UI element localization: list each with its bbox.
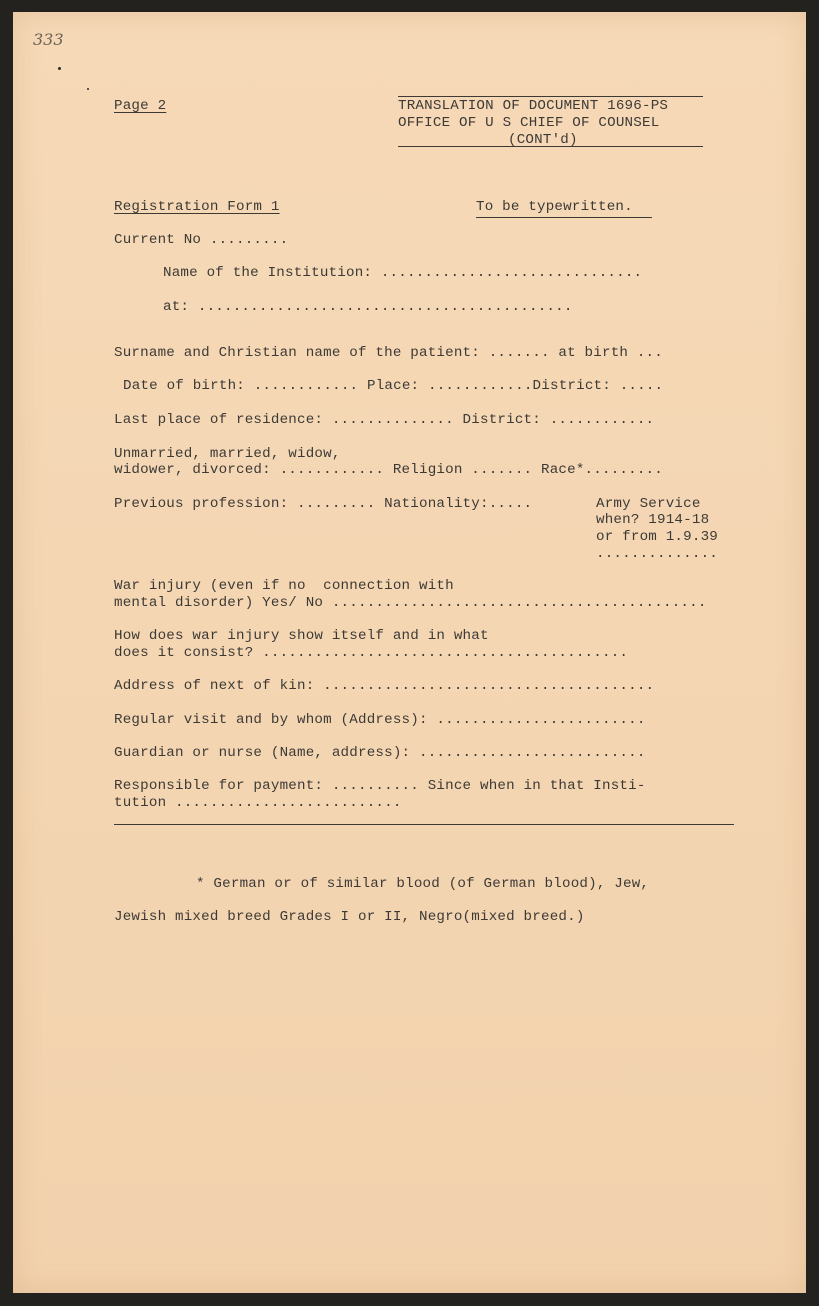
ink-speck <box>87 88 89 90</box>
header-title-line1: TRANSLATION OF DOCUMENT 1696-PS <box>398 98 669 114</box>
marital-status-line1: Unmarried, married, widow, <box>114 446 341 462</box>
form-instruction: To be typewritten. <box>476 199 633 215</box>
regular-visit-row: Regular visit and by whom (Address): ........................ <box>114 712 646 728</box>
war-injury-detail-line1: How does war injury show itself and in what <box>114 628 489 644</box>
army-service-line4: .............. <box>596 546 718 562</box>
footnote-line1: * German or of similar blood (of German blood), Jew, <box>196 876 650 892</box>
institution-name-row: Name of the Institution: .............................. <box>163 265 643 281</box>
header-title-line2: OFFICE OF U S CHIEF OF COUNSEL <box>398 115 660 131</box>
date-of-birth-row: Date of birth: ............ Place: ............District: ..... <box>123 378 664 394</box>
institution-at-row: at: ........................................... <box>163 299 573 315</box>
payment-line2: tution .......................... <box>114 795 402 811</box>
header-title-line3: (CONT'd) <box>508 132 578 148</box>
instruction-rule <box>476 217 652 218</box>
guardian-row: Guardian or nurse (Name, address): .......................... <box>114 745 646 761</box>
header-top-rule <box>398 96 703 97</box>
document-page <box>13 12 806 1293</box>
form-title: Registration Form 1 <box>114 199 280 215</box>
patient-name-row: Surname and Christian name of the patient: ....... at birth ... <box>114 345 663 361</box>
archive-number: 333 <box>33 30 64 49</box>
form-end-rule <box>114 824 734 825</box>
ink-speck <box>58 67 61 70</box>
payment-line1: Responsible for payment: .......... Since when in that Insti- <box>114 778 646 794</box>
war-injury-line2: mental disorder) Yes/ No ........................................... <box>114 595 707 611</box>
footnote-line2: Jewish mixed breed Grades I or II, Negro(mixed breed.) <box>114 909 585 925</box>
next-of-kin-row: Address of next of kin: ...................................... <box>114 678 655 694</box>
army-service-line2: when? 1914-18 <box>596 512 710 528</box>
residence-row: Last place of residence: .............. District: ............ <box>114 412 655 428</box>
current-no-row: Current No ......... <box>114 232 289 248</box>
army-service-line3: or from 1.9.39 <box>596 529 718 545</box>
army-service-line1: Army Service <box>596 496 701 512</box>
profession-row: Previous profession: ......... Nationality:..... <box>114 496 533 512</box>
war-injury-line1: War injury (even if no connection with <box>114 578 454 594</box>
header-bottom-rule <box>398 146 703 147</box>
marital-status-line2: widower, divorced: ............ Religion ....... Race*......... <box>114 462 663 478</box>
war-injury-detail-line2: does it consist? .......................................... <box>114 645 629 661</box>
page-number: Page 2 <box>114 98 167 114</box>
